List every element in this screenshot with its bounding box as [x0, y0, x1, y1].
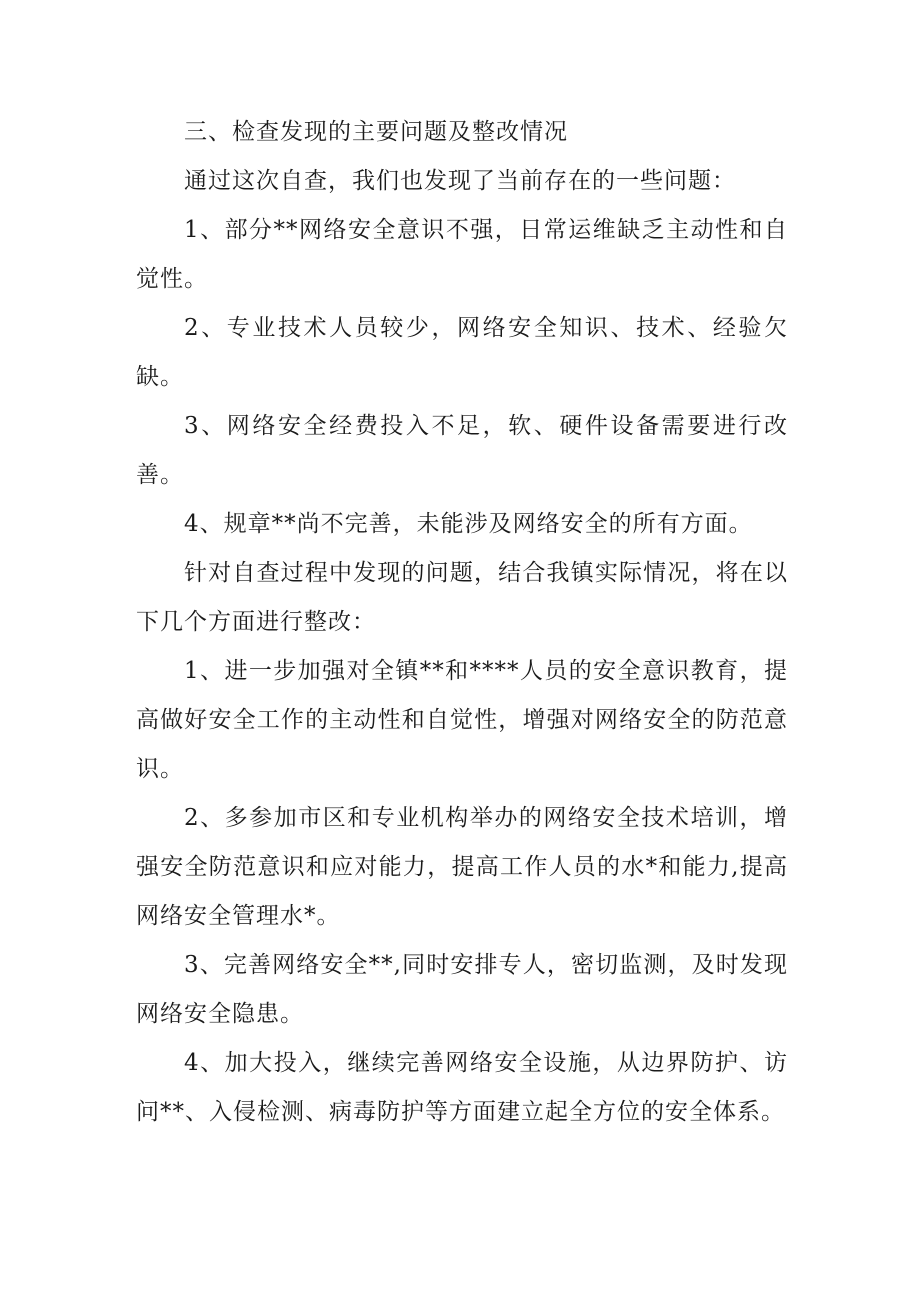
paragraph-intro: 通过这次自查，我们也发现了当前存在的一些问题： [184, 168, 736, 194]
paragraph-problem-3: 3、网络安全经费投入不足，软、硬件设备需要进行改善。 [136, 413, 788, 488]
paragraph-measure-4: 4、加大投入，继续完善网络安全设施，从边界防护、访问**、入侵检测、病毒防护等方面建立起全方位的安全体系。 [136, 1050, 788, 1125]
paragraph-measure-3: 3、完善网络安全**,同时安排专人，密切监测，及时发现网络安全隐患。 [136, 952, 788, 1027]
paragraph-problem-2: 2、专业技术人员较少，网络安全知识、技术、经验欠缺。 [136, 315, 788, 390]
paragraph-rectification-intro: 针对自查过程中发现的问题，结合我镇实际情况，将在以下几个方面进行整改： [136, 560, 788, 635]
document-body [136, 108, 788, 1137]
section-heading: 三、检查发现的主要问题及整改情况 [184, 119, 568, 145]
paragraph-problem-1: 1、部分**网络安全意识不强，日常运维缺乏主动性和自觉性。 [136, 217, 788, 292]
paragraph-measure-1: 1、进一步加强对全镇**和****人员的安全意识教育，提高做好安全工作的主动性和自觉性，增强对网络安全的防范意识。 [136, 658, 788, 782]
paragraph-problem-4: 4、规章**尚不完善，未能涉及网络安全的所有方面。 [184, 511, 753, 537]
paragraph-measure-2: 2、多参加市区和专业机构举办的网络安全技术培训，增强安全防范意识和应对能力，提高工作人员的水*和能力,提高网络安全管理水*。 [136, 805, 788, 929]
